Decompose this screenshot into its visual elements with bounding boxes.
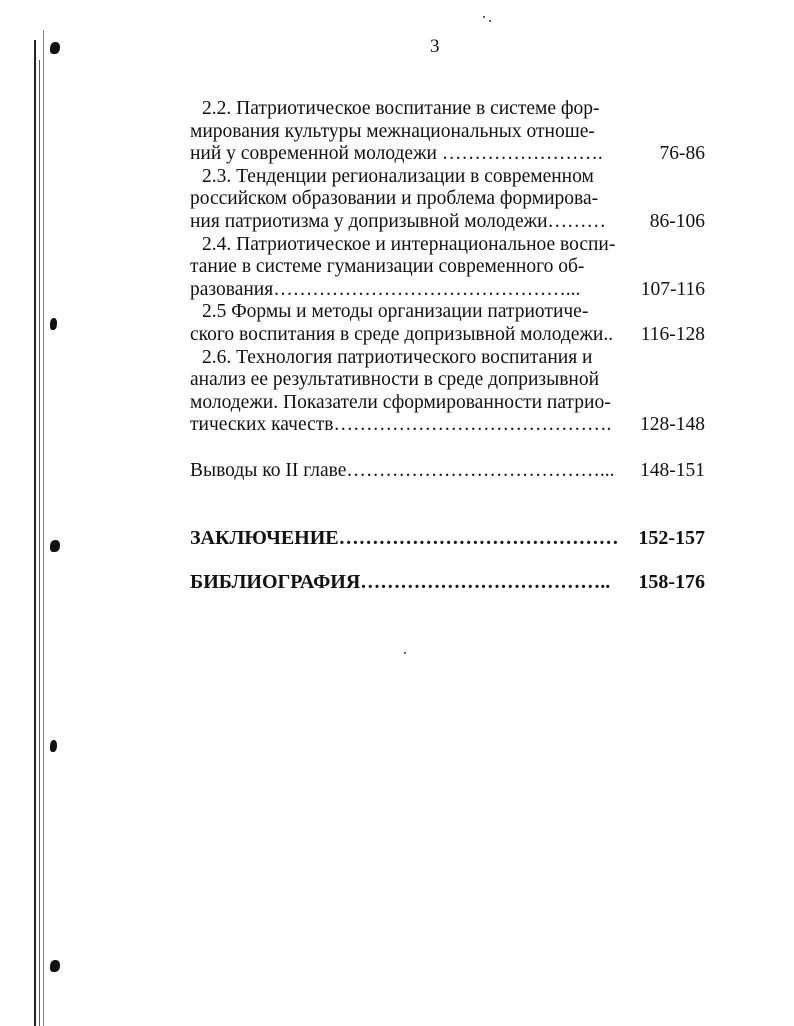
toc-line: ЗАКЛЮЧЕНИЕ…………………………………… [190,526,619,549]
toc-line: ния патриотизма у допризывной молодежи……… [190,210,607,232]
scan-speck [489,20,491,22]
toc-entry-2-3 [190,166,705,234]
toc-pages: 76-86 [659,143,705,165]
toc-line: 2.2. Патриотическое воспитание в системе фор- [202,98,600,119]
scan-blot [50,960,60,972]
toc-line: анализ ее результативности в среде допризывной [190,369,600,391]
page-number: 3 [430,36,440,57]
toc-line: тических качеств……………………………………. [190,414,612,436]
toc-line: мирования культуры межнациональных отноше- [190,120,595,142]
toc-pages: 158-176 [638,571,705,594]
scan-blot [50,740,57,752]
toc-line: 2.6. Технология патриотического воспитания и [202,346,593,368]
toc-line: молодежи. Показатели сформированности патрио- [190,391,611,413]
toc-line: БИБЛИОГРАФИЯ……………………………….. [190,571,611,594]
toc-line: российском образовании и проблема формирова- [190,188,599,210]
toc-line: 2.3. Тенденции регионализации в современном [202,165,594,187]
scan-speck [483,16,485,18]
scan-binding-edge [34,0,48,1026]
toc-pages: 128-148 [640,414,705,436]
toc-entry-2-2 [190,98,705,166]
toc-entry-2-5 [190,301,705,346]
scan-blot [50,42,60,54]
toc-line: 2.4. Патриотическое и интернациональное воспи- [202,233,616,255]
toc-entry-2-4 [190,234,705,302]
toc-entry-conclusion [190,527,705,550]
toc-line: ского воспитания в среде допризывной молодежи.. [190,323,614,345]
toc-pages: 116-128 [640,323,705,345]
scan-speck [404,652,406,654]
toc-pages: 152-157 [638,526,705,549]
scan-blot [50,540,60,552]
toc-line: тание в системе гуманизации современного об- [190,256,585,278]
toc-entry-2-6 [190,347,705,437]
table-of-contents [190,98,705,594]
scan-blot [50,318,57,330]
toc-pages: 107-116 [640,278,705,300]
toc-line: Выводы ко II главе…………………………………... [190,459,615,481]
toc-line: 2.5 Формы и методы организации патриотиче- [202,301,589,323]
toc-entry-bibliography [190,571,705,594]
toc-line: разования………………………………………... [190,278,581,300]
toc-pages: 86-106 [649,210,705,232]
toc-line: ний у современной молодежи ……………………. [190,143,603,165]
toc-pages: 148-151 [640,459,705,481]
toc-entry-chapter-conclusions [190,460,705,483]
